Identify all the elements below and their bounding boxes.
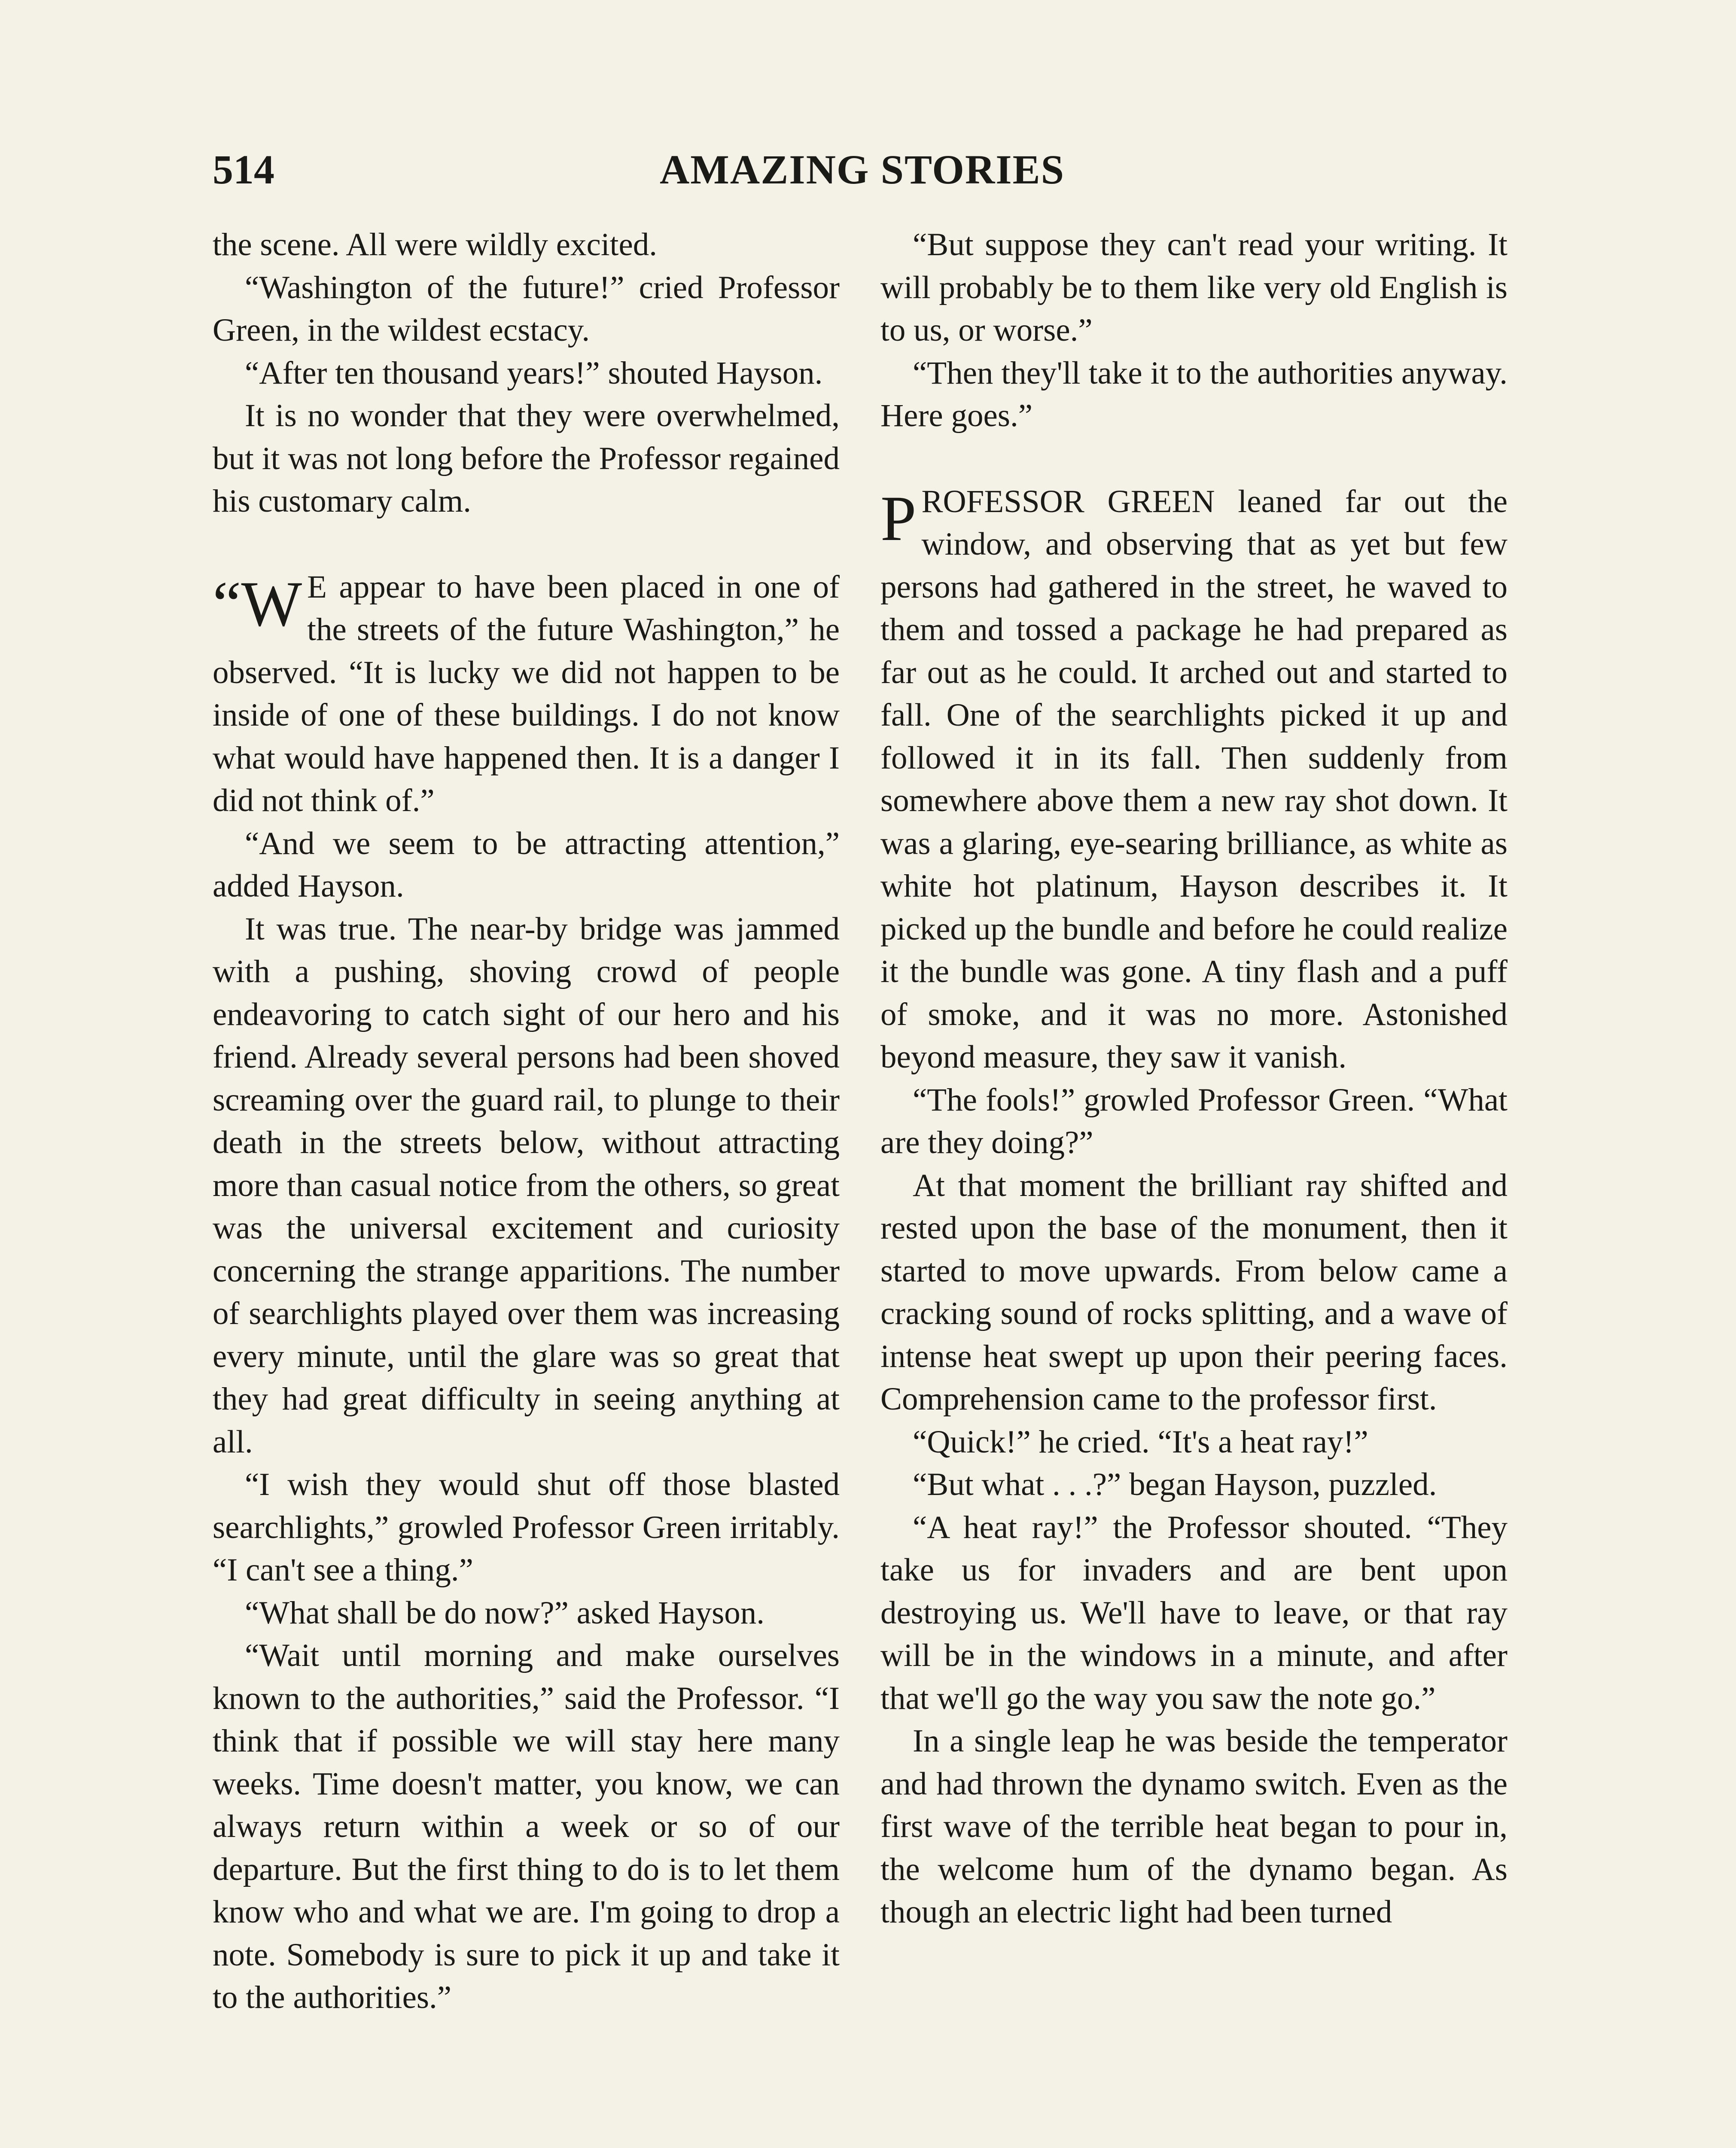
paragraph: “The fools!” growled Professor Green. “What are they doing?” <box>880 1082 1508 1160</box>
paragraph: “Wait until morning and make ourselves known to the authorities,” said the Professor. “I think that if possible we will stay here many weeks. Time doesn't matter, you know, we can always return within a week or so of our departure. But the first thing to do is to let them know who and what we are. I'm going to drop a note. Somebody is sure to pick it up and take it to the authorities.” <box>213 1638 840 2015</box>
drop-cap-letter: P <box>880 482 917 554</box>
paragraph: It is no wonder that they were overwhelmed, but it was not long before the Professor regained his customary calm. <box>213 398 840 519</box>
paragraph: “After ten thousand years!” shouted Hayson. <box>245 355 823 391</box>
paragraph: “But suppose they can't read your writing. It will probably be to them like very old English is to us, or worse.” <box>880 227 1508 348</box>
section-paragraph <box>880 480 1508 1079</box>
page-header <box>213 142 1512 202</box>
right-column <box>880 223 1508 1934</box>
paragraph: “But what . . .?” began Hayson, puzzled. <box>913 1467 1437 1502</box>
paragraph: “I wish they would shut off those blasted searchlights,” growled Professor Green irritably. “I can't see a thing.” <box>213 1467 840 1588</box>
running-head: AMAZING STORIES <box>659 146 1065 192</box>
drop-cap-quote: “ <box>213 568 241 640</box>
drop-cap-letter: W <box>241 568 302 640</box>
paragraph: “And we seem to be attracting attention,” added Hayson. <box>213 825 840 904</box>
page-number: 514 <box>213 146 274 192</box>
paragraph: “A heat ray!” the Professor shouted. “They take us for invaders and are bent upon destroying us. We'll have to leave, or that ray will be in the windows in a minute, and after that we'll go the way you saw the note go.” <box>880 1509 1508 1716</box>
paragraph: the scene. All were wildly excited. <box>213 227 658 262</box>
paragraph: In a single leap he was beside the temperator and had thrown the dynamo switch. Even as the first wave of the terrible heat began to pour in, the welcome hum of the dynamo began. As though an electric light had been turned <box>880 1723 1508 1930</box>
paragraph: It was true. The near-by bridge was jammed with a pushing, shoving crowd of people endeavoring to catch sight of our hero and his friend. Already several persons had been shoved screaming over the guard rail, to plunge to their death in the streets below, without attracting more than casual notice from the others, so great was the universal excitement and curiosity concerning the strange apparitions. The number of searchlights played over them was increasing every minute, until the glare was so great that they had great difficulty in seeing anything at all. <box>213 911 840 1460</box>
section-paragraph <box>213 566 840 822</box>
drop-cap <box>213 568 302 640</box>
paragraph-text: ROFESSOR GREEN leaned far out the window, and observing that as yet but few persons had gathered in the street, he waved to them and tossed a package he had prepared as far out as he could. It arched out and started to fall. One of the searchlights picked it up and followed it in its fall. Then suddenly from somewhere above them a new ray shot down. It was a glaring, eye-searing brilliance, as white as white hot platinum, Hayson describes it. It picked up the bundle and before he could realize it the bundle was gone. A tiny flash and a puff of smoke, and it was no more. Astonished beyond measure, they saw it vanish. <box>880 483 1508 1075</box>
paragraph: At that moment the brilliant ray shifted and rested upon the base of the monument, then it started to move upwards. From below came a cracking sound of rocks splitting, and a wave of intense heat swept up upon their peering faces. Comprehension came to the professor first. <box>880 1167 1508 1417</box>
paragraph-text: E appear to have been placed in one of the streets of the future Washington,” he observed. “It is lucky we did not happen to be inside of one of these buildings. I do not know what would have happened then. It is a danger I did not think of.” <box>213 569 840 818</box>
left-column <box>213 223 840 2019</box>
paragraph: “Quick!” he cried. “It's a heat ray!” <box>913 1424 1368 1460</box>
paragraph: “What shall be do now?” asked Hayson. <box>245 1595 765 1631</box>
paragraph: “Washington of the future!” cried Professor Green, in the wildest ecstacy. <box>213 269 840 348</box>
paragraph: “Then they'll take it to the authorities anyway. Here goes.” <box>880 355 1508 433</box>
